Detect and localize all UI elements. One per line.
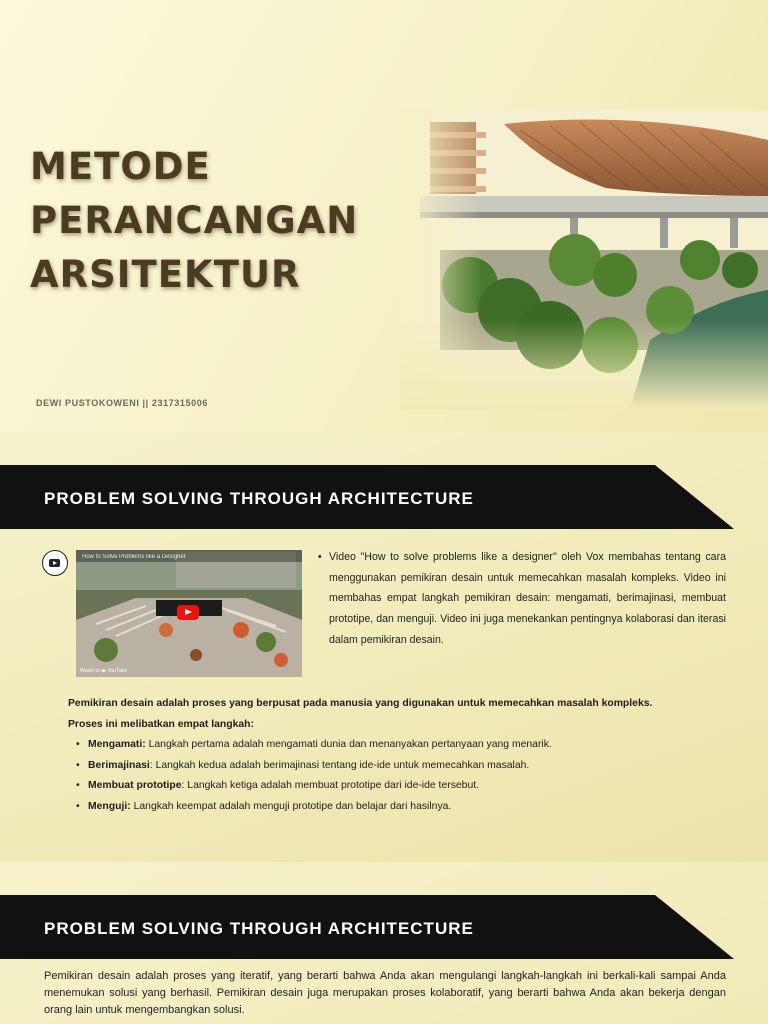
- video-description-text: Video "How to solve problems like a designer" oleh Vox membahas tentang cara menggunakan pemikiran desain untuk memecahkan masalah kompleks. Video ini membahas empat langkah pemikiran desain: mengamati, berimajinasi, membuat prototipe, dan menguji. Video ini juga menekankan pentingnya kolaborasi dan iterasi dalam pemikiran desain.: [329, 551, 726, 646]
- design-thinking-summary: [68, 694, 732, 817]
- list-item: [76, 776, 732, 797]
- step-term: Berimajinasi: [88, 759, 150, 771]
- step-term: Membuat prototipe: [88, 780, 182, 791]
- step-term: Menguji:: [88, 800, 131, 812]
- author-credit: DEWI PUSTOKOWENI || 2317315006: [36, 398, 208, 408]
- list-item: [76, 797, 732, 818]
- bullet-icon: •: [318, 551, 322, 563]
- title-line: PERANCANGAN: [30, 199, 359, 242]
- lead-sentence: Pemikiran desain adalah proses yang berpusat pada manusia yang digunakan untuk memecahkan masalah kompleks.: [68, 698, 653, 709]
- iterative-process-paragraph: Pemikiran desain adalah proses yang iteratif, yang berarti bahwa Anda akan mengulangi langkah-langkah ini berkali-kali sampai Anda menemukan solusi yang berhasil. Pemikiran desain juga merupakan proses kolaboratif, yang berarti bahwa Anda akan bekerja dengan orang lain untuk mengembangkan solusi.: [44, 970, 726, 1016]
- step-text: Langkah pertama adalah mengamati dunia dan menanyakan pertanyaan yang menarik.: [145, 739, 552, 750]
- title-line: ARSITEKTUR: [30, 253, 301, 296]
- video-title: How to Solve Problems like a Designer: [82, 554, 186, 560]
- architecture-render-image: [400, 110, 768, 410]
- step-term: Mengamati:: [88, 739, 146, 750]
- section-header-banner: [0, 465, 734, 529]
- section-header-text: PROBLEM SOLVING THROUGH ARCHITECTURE: [44, 919, 474, 938]
- video-description: [318, 547, 726, 651]
- step-text: : Langkah ketiga adalah membuat prototipe dari ide-ide tersebut.: [181, 780, 479, 791]
- section-header-text: PROBLEM SOLVING THROUGH ARCHITECTURE: [44, 489, 474, 508]
- play-button-icon[interactable]: [177, 605, 199, 620]
- list-item: [76, 735, 732, 756]
- problem-solving-slide-1: [0, 432, 768, 862]
- title-slide: [0, 0, 768, 432]
- step-text: : Langkah kedua adalah berimajinasi tentang ide-ide untuk memecahkan masalah.: [149, 759, 530, 771]
- steps-list: [68, 735, 732, 817]
- title-line: METODE: [30, 145, 211, 188]
- list-item: [76, 756, 732, 777]
- problem-solving-slide-2: [0, 862, 768, 1024]
- video-thumbnail[interactable]: [76, 550, 302, 677]
- watch-on-youtube-link[interactable]: Watch on ▶ YouTube: [80, 668, 128, 674]
- step-text: Langkah keempat adalah menguji prototipe dan belajar dari hasilnya.: [130, 800, 452, 812]
- youtube-icon[interactable]: [42, 550, 68, 576]
- presentation-title: [30, 140, 410, 302]
- section-header-banner: [0, 895, 734, 959]
- lead-sentence: Proses ini melibatkan empat langkah:: [68, 718, 254, 730]
